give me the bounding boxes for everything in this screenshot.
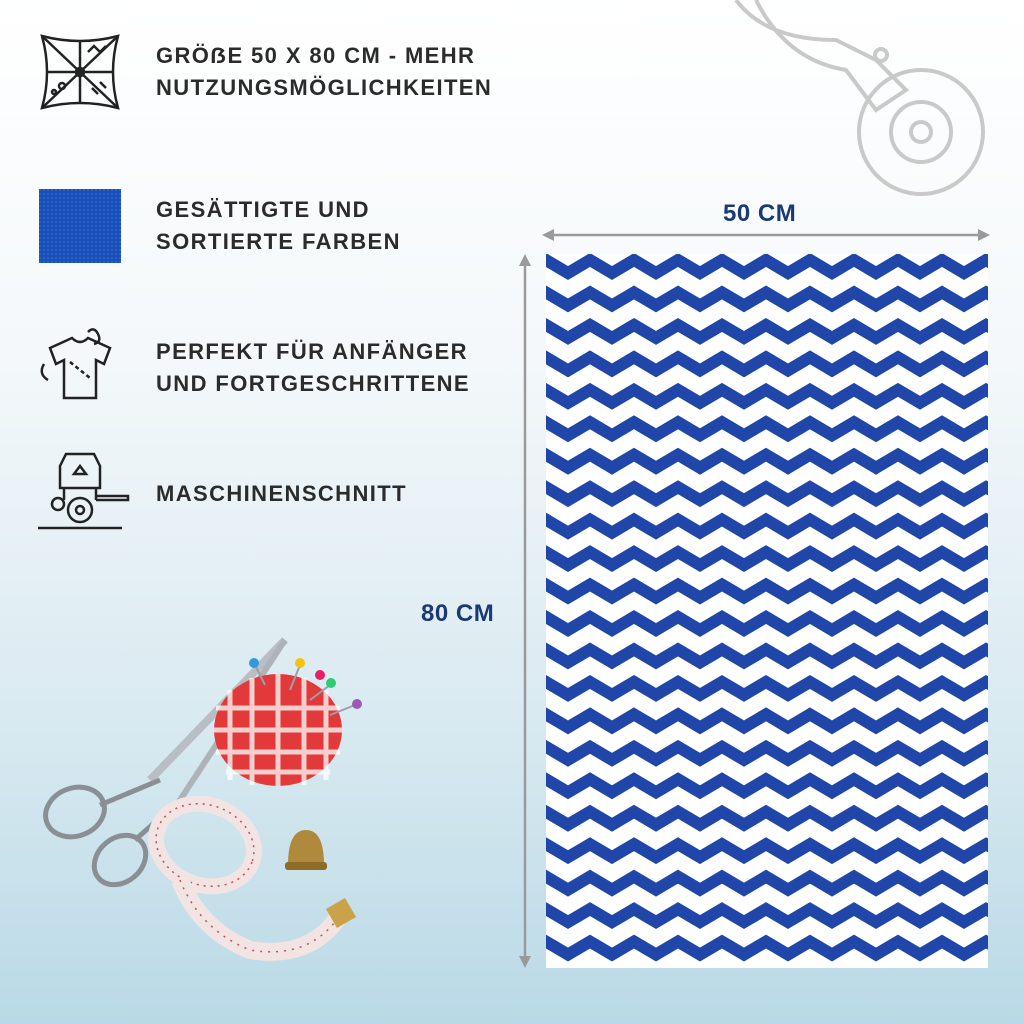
sewing-supplies-decoration: [30, 630, 400, 980]
hands-sewing-shirt-icon: [30, 318, 130, 418]
width-label: 50 CM: [723, 200, 797, 227]
height-label: 80 CM: [421, 600, 495, 627]
feature-skill-level: [30, 318, 470, 418]
feature-colors: [30, 176, 401, 276]
feature-skill-line-2: UND FORTGESCHRITTENE: [156, 371, 470, 396]
measuring-tape-icon: [144, 790, 356, 952]
feature-colors-line-1: GESÄTTIGTE UND: [156, 197, 370, 222]
feature-size-line-1: GRÖẞE 50 X 80 CM - MEHR: [156, 43, 476, 68]
feature-skill-line-1: PERFEKT FÜR ANFÄNGER: [156, 339, 468, 364]
rotary-cutter-icon: [726, 0, 1024, 200]
feature-colors-line-2: SORTIERTE FARBEN: [156, 229, 401, 254]
feature-size: [30, 22, 492, 122]
cutting-machine-icon: [30, 444, 130, 544]
feature-machine-line-1: MASCHINENSCHNITT: [156, 481, 407, 506]
pillow-icon: [30, 22, 130, 122]
thimble-icon: [285, 830, 327, 870]
blue-fabric-swatch-icon: [30, 176, 130, 276]
feature-size-line-2: NUTZUNGSMÖGLICHKEITEN: [156, 75, 493, 100]
feature-machine-cut: [30, 444, 407, 544]
pincushion-icon: [214, 658, 362, 786]
chevron-fabric-sheet: [546, 254, 988, 968]
width-dimension-arrow: [540, 226, 992, 244]
height-dimension-arrow: [516, 252, 534, 970]
